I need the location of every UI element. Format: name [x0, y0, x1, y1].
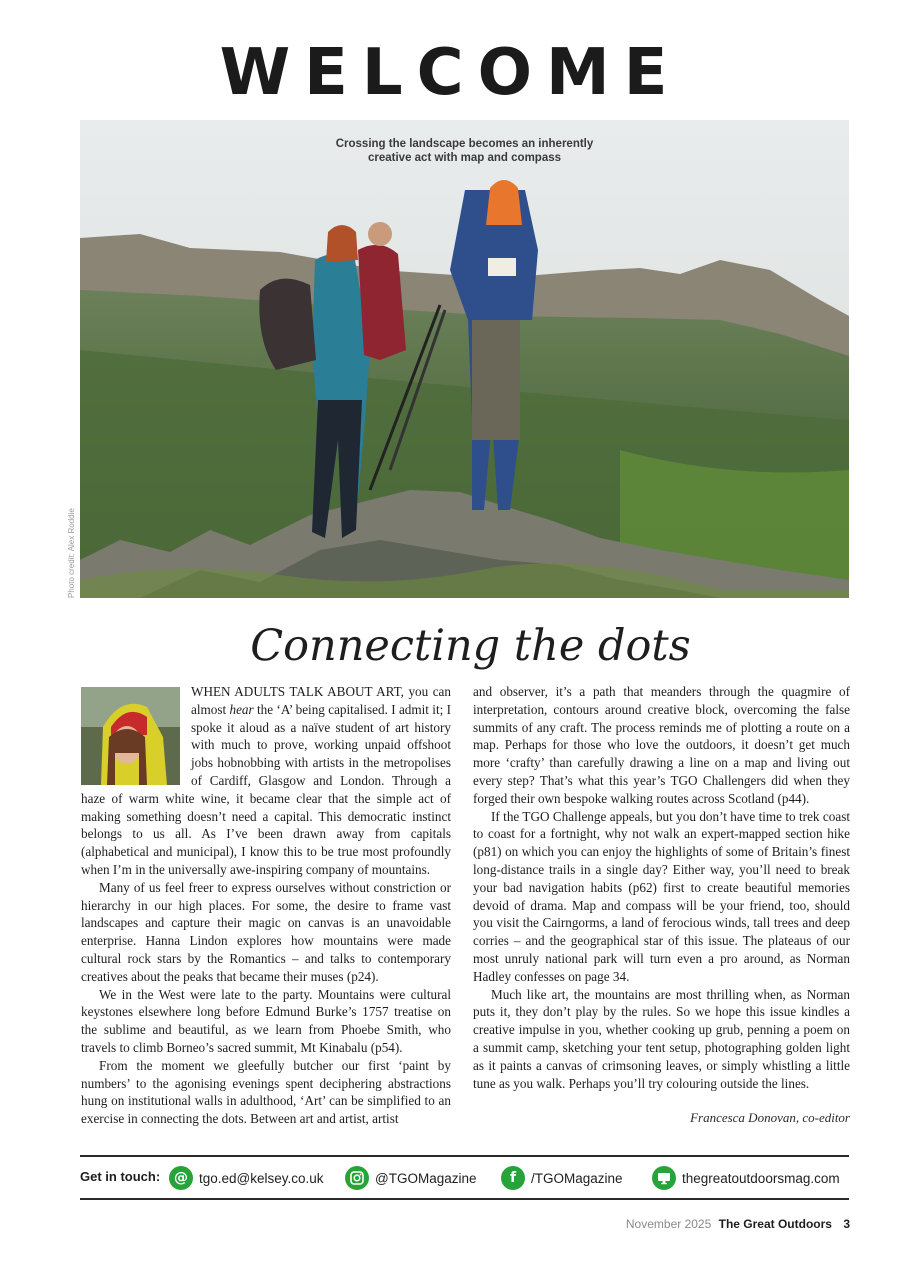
article-paragraph: We in the West were late to the party. Mountains were cultural keystones elsewhere long before Edmund Burke’s 1757 treatise on the sublime and beautiful, as we learn from Phoebe Smith, who travels to climb Borneo’s sacred summit, Mt Kinabalu (p54). — [81, 986, 451, 1055]
article-paragraph: Many of us feel freer to express ourselves without constriction or hierarchy in our high places. For some, the desire to frame vast landscapes and capture their magic on canvas is an unavoidable enterprise. Hanna Lindon explores how mountains were made cultural rock stars by the Romantics – and talks to contemporary creatives about the peaks that became their muses (p24). — [81, 879, 451, 984]
contact-website-text[interactable]: thegreatoutdoorsmag.com — [682, 1170, 840, 1186]
magazine-name: The Great Outdoors — [718, 1217, 832, 1231]
article-headline: Connecting the dots — [250, 621, 691, 671]
issue-date: November 2025 — [625, 1217, 712, 1231]
article-column-left — [81, 683, 451, 1128]
page-footer — [560, 1217, 850, 1231]
contact-label: Get in touch: — [80, 1169, 161, 1184]
monitor-icon — [652, 1166, 676, 1190]
page-number: 3 — [843, 1217, 850, 1231]
editor-signature: Francesca Donovan, co-editor — [690, 1110, 850, 1125]
article-paragraph: and observer, it’s a path that meanders through the quagmire of interpretation, contours around creative block, overcoming the false summits of any craft. The process reminds me of plotting a route on a map. Perhaps for those who love the outdoors, it doesn’t get much more ‘crafty’ than carefully drawing a line on a map and living out every step? That’s what this year’s TGO Challengers did when they forged their own bespoke walking routes across Scotland (p44). — [473, 684, 850, 806]
at-sign-icon: @ — [169, 1166, 193, 1190]
article-paragraph: Much like art, the mountains are most thrilling when, as Norman puts it, they don’t play by the rules. So we hope this issue kindles a creative impulse in you, whether cooking up grub, penning a poem on a summit camp, sketching your tent setup, photographing golden light as it paints a canvas of crimsoning leaves, or simply whistling a little tune as you walk. Perhaps you’ll try colouring outside the lines. — [473, 986, 850, 1091]
article-paragraph: If the TGO Challenge appeals, but you don’t have time to trek coast to coast for a fortnight, why not walk an expert-mapped section hike (p81) on which you can enjoy the highlights of some of Britain’s finest long-distance trails in a single day? Either way, you’ll need to break your bad navigation habits (p62) first to create beautiful memories devoid of drama. Map and compass will be your friend, too, should you visit the Cairngorms, a land of ferocious winds, tall trees and deep corries – and the geographical star of this issue. The plateaus of our most unruly national park will turn even a pro around, as Norman Hadley confesses on page 34. — [473, 808, 850, 984]
contact-email[interactable] — [169, 1165, 324, 1191]
photo-credit: Photo credit: Alex Roddie — [67, 508, 76, 598]
contact-website[interactable] — [652, 1165, 840, 1191]
contact-email-text[interactable]: tgo.ed@kelsey.co.uk — [199, 1170, 324, 1186]
divider — [80, 1155, 849, 1157]
contact-instagram-text[interactable]: @TGOMagazine — [375, 1170, 477, 1186]
article-column-right — [473, 683, 850, 1092]
article-paragraph: WHEN ADULTS TALK ABOUT ART, you can almost hear the ‘A’ being capitalised. I admit it; I spoke it aloud as a naïve student of art history with much to prove, working unpaid offshoot jobs hobnobbing with artists in the metropolises of Cardiff, Glasgow and London. Through a haze of warm white wine, it became clear that the simple act of making something doesn’t need a capital. This democratic instinct belongs to us all. As I’ve been drawn away from capitals (alphabetical and municipal), I know this to be true most profoundly when I’m in the universally awe-inspiring company of mountains. — [81, 684, 451, 877]
page-title: WELCOME — [219, 36, 682, 110]
contact-facebook-text[interactable]: /TGOMagazine — [531, 1170, 623, 1186]
hero-photo — [80, 120, 849, 598]
instagram-icon — [345, 1166, 369, 1190]
contact-instagram[interactable] — [345, 1165, 477, 1191]
contact-facebook[interactable] — [501, 1165, 623, 1191]
article-paragraph: From the moment we gleefully butcher our first ‘paint by numbers’ to the agonising evenings spent deciphering abstractions hung on institutional walls in adulthood, ‘Art’ can be simplified to an exercise in connecting the dots. Between art and artist, artist — [81, 1057, 451, 1127]
divider — [80, 1198, 849, 1200]
hero-caption — [80, 137, 849, 165]
hero-caption-line-2: creative act with map and compass — [367, 152, 562, 164]
hero-caption-line-1: Crossing the landscape becomes an inherently — [335, 138, 594, 150]
contact-bar — [80, 1158, 849, 1198]
facebook-icon: f — [501, 1166, 525, 1190]
